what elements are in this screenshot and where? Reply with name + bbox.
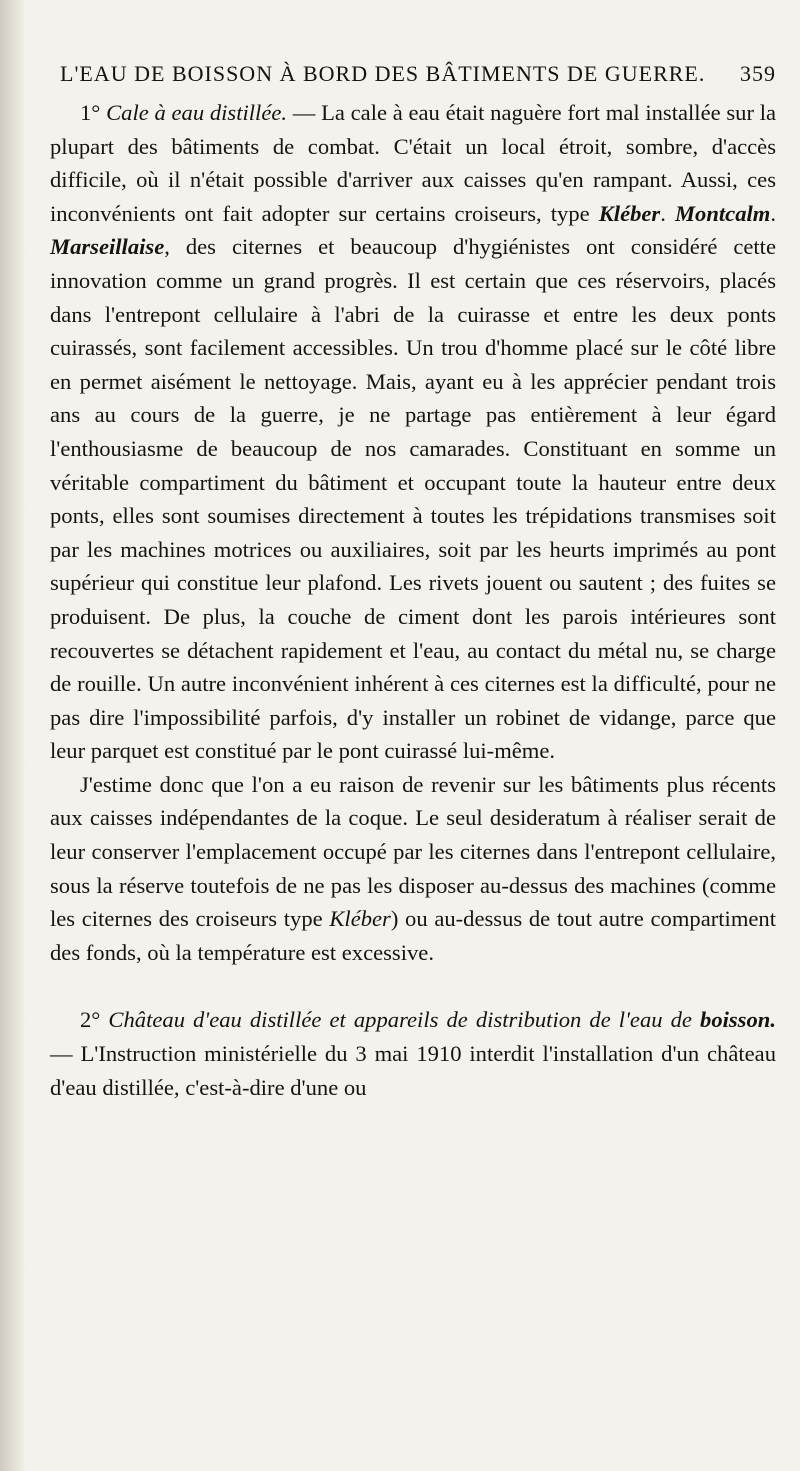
scan-edge-shadow (0, 0, 26, 1471)
section-1-heading: Cale à eau distillée. (106, 100, 288, 125)
ship-sep-1: . (660, 200, 675, 226)
paragraph-2-text-a: J'estime donc que l'on a eu raison de revenir sur les bâtiments plus récents aux caisses indépendantes de la coque. Le seul desideratum à réaliser serait de leur conserver l'emplacement occupé par les citernes dans l'entrepont cellulaire, sous la réserve toutefois de ne pas les disposer au-dessus des machines (comme les citernes des croiseurs type (50, 771, 776, 932)
section-2-heading-b: boisson. (700, 1007, 776, 1033)
ship-name-kleber: Kléber (598, 200, 661, 226)
section-2-heading-a: Château d'eau distillée et appareils de distribution de l'eau de (108, 1007, 692, 1033)
section-gap (50, 969, 776, 1003)
section-2-text: L'Instruction ministérielle du 3 mai 1910 interdit l'installation d'un château d'eau distillée, c'est-à-dire d'une ou (50, 1041, 776, 1100)
section-1-dash: — (292, 100, 316, 125)
paragraph-2 (50, 768, 776, 970)
running-head (50, 52, 776, 96)
section-1-number: 1° (80, 100, 101, 125)
ship-name-montcalm: Montcalm (674, 200, 771, 226)
ship-sep-2: . (770, 200, 777, 226)
ship-name-marseillaise: Marseillaise (50, 234, 165, 260)
book-page (50, 52, 776, 1452)
body-text (50, 96, 776, 1104)
page-number: 359 (740, 61, 776, 86)
section-1-paragraph (50, 96, 776, 768)
section-1-text-b: , des citernes et beaucoup d'hygiénistes ont considéré cette innovation comme un grand progrès. Il est certain que ces réservoirs, placés dans l'entrepont cellulaire à l'abri de la cuirasse et entre les deux ponts cuirassés, sont facilement accessibles. Un trou d'homme placé sur le côté libre en permet aisément le nettoyage. Mais, ayant eu à les apprécier pendant trois ans au cours de la guerre, je ne partage pas entièrement à leur égard l'enthousiasme de beaucoup de nos camarades. Constituant en somme un véritable compartiment du bâtiment et occupant toute la hauteur entre deux ponts, elles sont soumises directement à toutes les trépidations transmises soit par les machines motrices ou auxiliaires, soit par les heurts imprimés au pont supérieur qui constitue leur plafond. Les rivets jouent ou sautent ; des fuites se produisent. De plus, la couche de ciment dont les parois intérieures sont recouvertes se détachent rapidement et l'eau, au contact du métal nu, se charge de rouille. Un autre inconvénient inhérent à ces citernes est la difficulté, pour ne pas dire l'impossibilité parfois, d'y installer un robinet de vidange, parce que leur parquet est constitué par le pont cuirassé lui-même. (50, 234, 776, 764)
running-head-title: L'EAU DE BOISSON À BORD DES BÂTIMENTS DE GUERRE. (60, 61, 706, 86)
section-1-text-a: La cale à eau était naguère fort mal installée sur la plupart des bâtiments de combat. C'était un local étroit, sombre, d'accès difficile, où il n'était possible d'arriver aux caisses qu'en rampant. Aussi, ces inconvénients ont fait adopter sur certains croiseurs, type (50, 100, 777, 226)
ship-name-kleber-2: Kléber (329, 906, 391, 932)
section-2-dash: — (50, 1041, 73, 1067)
section-2-number: 2° (80, 1007, 101, 1033)
section-2-paragraph (50, 1003, 776, 1104)
paragraph-2-text-b: ) ou au-dessus de tout autre compartiment des fonds, où la température est excessive. (50, 906, 776, 965)
